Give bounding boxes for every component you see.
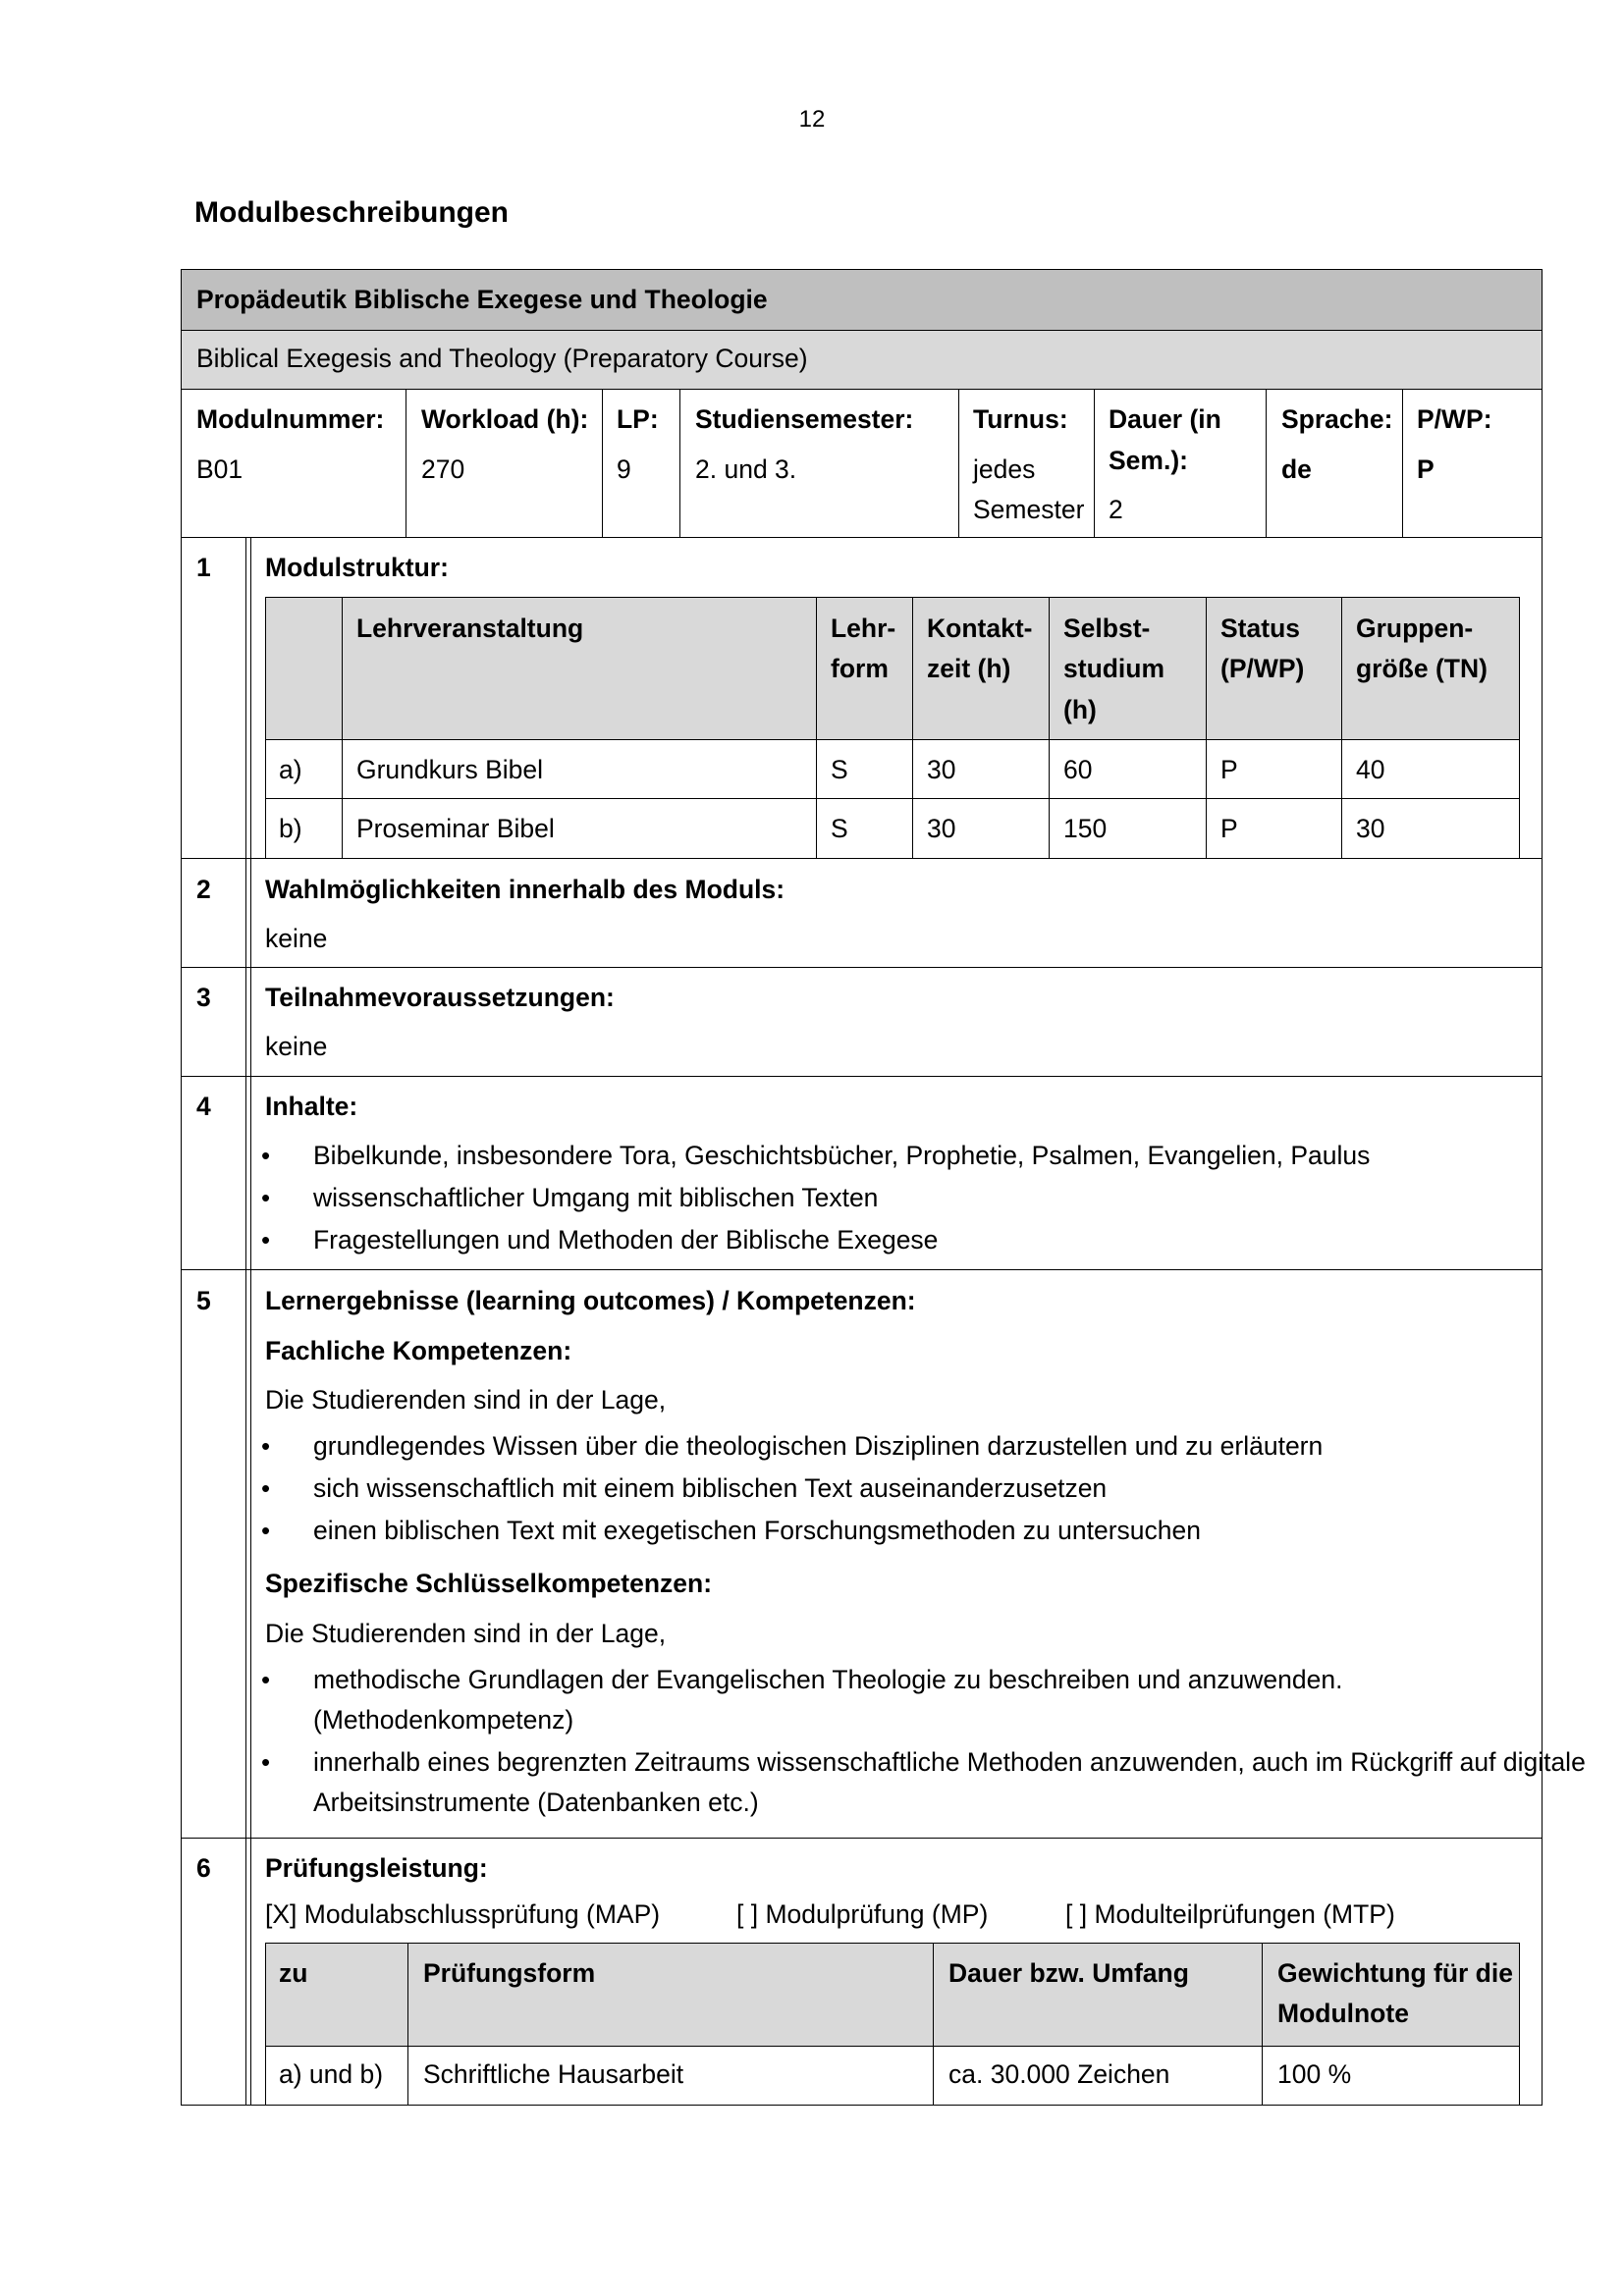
lp-label: LP: (617, 404, 659, 434)
exam-header-zu: zu (279, 1958, 308, 1988)
modulnummer-value: B01 (196, 454, 244, 484)
module-title-en: Biblical Exegesis and Theology (Preparatory Course) (196, 344, 808, 373)
exam-row-dauer: ca. 30.000 Zeichen (948, 2059, 1170, 2089)
schluesselkompetenzen-intro: Die Studierenden sind in der Lage, (265, 1619, 667, 1648)
table-row-a-ss: 60 (1063, 755, 1093, 784)
table-row-b-lv: Proseminar Bibel (356, 814, 555, 843)
section-1-title: Modulstruktur: (265, 553, 449, 582)
studiensemester-label: Studiensemester: (695, 404, 914, 434)
structure-header-status-2: (P/WP) (1220, 654, 1305, 683)
lp-value: 9 (617, 454, 631, 484)
section-6-number: 6 (196, 1853, 211, 1883)
fachliche-kompetenzen-intro: Die Studierenden sind in der Lage, (265, 1385, 667, 1415)
workload-label: Workload (h): (421, 404, 589, 434)
structure-header-gruppengroesse-2: größe (TN) (1356, 654, 1488, 683)
structure-header-selbststudium-3: (h) (1063, 695, 1097, 724)
section-3-number: 3 (196, 983, 211, 1012)
section-1-number: 1 (196, 553, 211, 582)
exam-row-zu: a) und b) (279, 2059, 384, 2089)
list-item-continuation: (Methodenkompetenz) (313, 1705, 574, 1735)
turnus-label: Turnus: (973, 404, 1068, 434)
structure-header-gruppengroesse-1: Gruppen- (1356, 614, 1474, 643)
module-title-de: Propädeutik Biblische Exegese und Theologie (196, 285, 768, 314)
table-row-a-st: P (1220, 755, 1238, 784)
page-number: 12 (798, 106, 826, 133)
dauer-value: 2 (1109, 495, 1123, 524)
table-row-b-st: P (1220, 814, 1238, 843)
section-3-text: keine (265, 1032, 328, 1061)
document-title: Modulbeschreibungen (194, 196, 510, 229)
table-row-b-id: b) (279, 814, 302, 843)
section-6-title: Prüfungsleistung: (265, 1853, 488, 1883)
structure-header-kontaktzeit-2: zeit (h) (927, 654, 1011, 683)
structure-header-lehrveranstaltung: Lehrveranstaltung (356, 614, 584, 643)
table-row-a-lf: S (831, 755, 848, 784)
turnus-value-line1: jedes (973, 454, 1036, 484)
sprache-label: Sprache: (1281, 404, 1393, 434)
turnus-value-line2: Semester (973, 495, 1085, 524)
section-4-title: Inhalte: (265, 1092, 358, 1121)
pwp-label: P/WP: (1417, 404, 1492, 434)
section-5-title: Lernergebnisse (learning outcomes) / Kompetenzen: (265, 1286, 916, 1315)
table-row-a-kz: 30 (927, 755, 956, 784)
structure-header-selbststudium-1: Selbst- (1063, 614, 1151, 643)
structure-header-kontaktzeit-1: Kontakt- (927, 614, 1033, 643)
exam-row-gewichtung: 100 % (1277, 2059, 1352, 2089)
table-row-a-lv: Grundkurs Bibel (356, 755, 544, 784)
exam-option-mp: [ ] Modulprüfung (MP) (736, 1899, 989, 1929)
section-2-text: keine (265, 924, 328, 953)
structure-header-status-1: Status (1220, 614, 1300, 643)
section-5-number: 5 (196, 1286, 211, 1315)
fachliche-kompetenzen-heading: Fachliche Kompetenzen: (265, 1336, 572, 1365)
section-4-number: 4 (196, 1092, 211, 1121)
structure-header-selbststudium-2: studium (1063, 654, 1165, 683)
exam-row-form: Schriftliche Hausarbeit (423, 2059, 684, 2089)
exam-header-gewichtung-1: Gewichtung für die (1277, 1958, 1513, 1988)
table-row-a-gg: 40 (1356, 755, 1385, 784)
workload-value: 270 (421, 454, 465, 484)
structure-header-lehrform-2: form (831, 654, 889, 683)
exam-option-map: [X] Modulabschlussprüfung (MAP) (265, 1899, 661, 1929)
table-row-b-ss: 150 (1063, 814, 1108, 843)
structure-header-lehrform-1: Lehr- (831, 614, 896, 643)
exam-header-pruefungsform: Prüfungsform (423, 1958, 596, 1988)
table-row-a-id: a) (279, 755, 302, 784)
section-2-title: Wahlmöglichkeiten innerhalb des Moduls: (265, 875, 785, 904)
pwp-value: P (1417, 454, 1435, 484)
modulnummer-label: Modulnummer: (196, 404, 385, 434)
section-3-title: Teilnahmevoraussetzungen: (265, 983, 615, 1012)
exam-header-dauer: Dauer bzw. Umfang (948, 1958, 1189, 1988)
table-row-b-kz: 30 (927, 814, 956, 843)
dauer-label-line1: Dauer (in (1109, 404, 1221, 434)
section-2-number: 2 (196, 875, 211, 904)
sprache-value: de (1281, 454, 1312, 484)
list-item-continuation: Arbeitsinstrumente (Datenbanken etc.) (313, 1788, 759, 1817)
exam-header-gewichtung-2: Modulnote (1277, 1999, 1409, 2028)
exam-option-mtp: [ ] Modulteilprüfungen (MTP) (1065, 1899, 1395, 1929)
schluesselkompetenzen-heading: Spezifische Schlüsselkompetenzen: (265, 1569, 713, 1598)
table-row-b-lf: S (831, 814, 848, 843)
table-row-b-gg: 30 (1356, 814, 1385, 843)
dauer-label-line2: Sem.): (1109, 446, 1188, 475)
studiensemester-value: 2. und 3. (695, 454, 797, 484)
